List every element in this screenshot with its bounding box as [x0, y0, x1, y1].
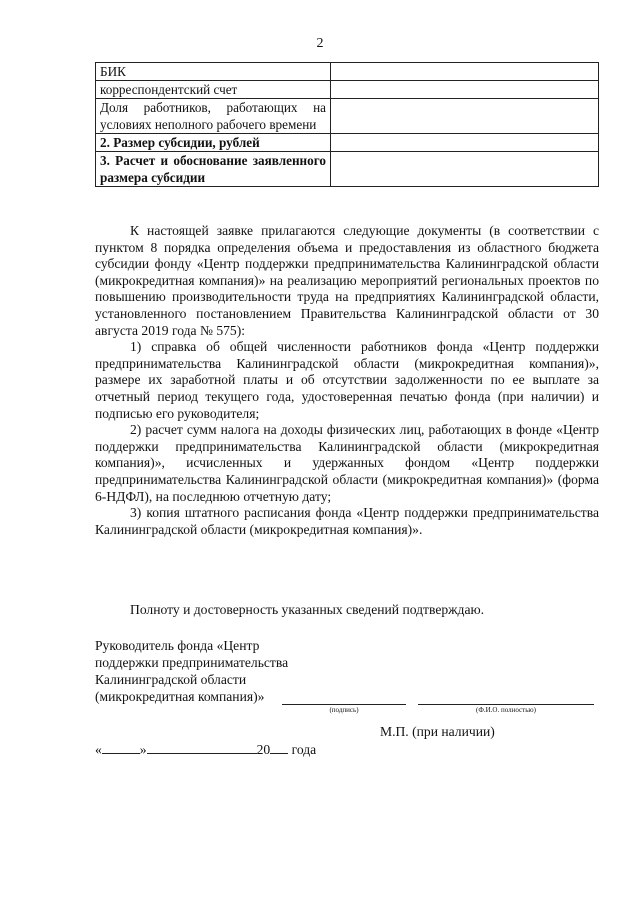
year-prefix: 20: [256, 742, 271, 757]
table-row: [96, 81, 599, 99]
attachment-item-2: 2) расчет сумм налога на доходы физических лиц, работающих в фонде «Центр поддержки предпринимательства Калининградской области (микрокредитная компания)», исчисленных и удержанных фондом «Центр поддержки предпринимательства Калининградской области (микрокредитная компания)» (форма 6-НДФЛ), на последнюю отчетную дату;: [95, 422, 599, 504]
fio-line[interactable]: [418, 704, 594, 705]
signatory-line-1: Руководитель фонда «Центр: [95, 638, 260, 653]
signatory-line-4: (микрокредитная компания)»: [95, 689, 265, 704]
attachments-text: [95, 223, 599, 538]
date-open-quote: «: [95, 742, 102, 757]
table-row: [96, 134, 599, 152]
confirmation-text: Полноту и достоверность указанных сведений подтверждаю.: [130, 602, 485, 617]
requisites-table: [95, 62, 599, 187]
row-value[interactable]: [331, 81, 599, 99]
row-label: 2. Размер субсидии, рублей: [96, 134, 331, 152]
table-row: [96, 99, 599, 134]
year-field[interactable]: [270, 741, 288, 754]
row-value[interactable]: [331, 99, 599, 134]
fio-caption: (Ф.И.О. полностью): [476, 706, 536, 714]
day-field[interactable]: [102, 741, 140, 754]
page-number: 2: [316, 36, 324, 51]
row-label: 3. Расчет и обоснование заявленного размера субсидии: [100, 153, 326, 185]
row-label: Доля работников, работающих на условиях неполного рабочего времени: [100, 100, 326, 132]
attachment-item-3: 3) копия штатного расписания фонда «Центр поддержки предпринимательства Калининградской области (микрокредитная компания)».: [95, 505, 599, 537]
table-row: [96, 152, 599, 187]
date-field: [95, 741, 316, 759]
month-field[interactable]: [147, 741, 257, 754]
row-label: корреспондентский счет: [96, 81, 331, 99]
year-suffix: года: [291, 742, 317, 757]
row-label: БИК: [96, 63, 331, 81]
attachment-item-1: 1) справка об общей численности работников фонда «Центр поддержки предпринимательства Калининградской области (микрокредитная компания)», размере их заработной платы и об отсутствии задолженности по ее выплате за отчетный период текущего года, удостоверенная печатью фонда (при наличии) и подписью его руководителя;: [95, 339, 599, 421]
signature-line[interactable]: [282, 704, 406, 705]
row-value[interactable]: [331, 152, 599, 187]
row-value[interactable]: [331, 134, 599, 152]
table-row: [96, 63, 599, 81]
date-close-quote: »: [139, 742, 147, 757]
row-value[interactable]: [331, 63, 599, 81]
stamp-note: М.П. (при наличии): [380, 724, 495, 739]
signature-caption: (подпись): [329, 706, 359, 714]
signatory-line-3: Калининградской области: [95, 672, 247, 687]
intro-paragraph: К настоящей заявке прилагаются следующие документы (в соответствии с пунктом 8 порядка определения объема и предоставления из областного бюджета субсидии фонду «Центр поддержки предпринимательства Калининградской области (микрокредитная компания)» на реализацию мероприятий региональных проектов по повышению производительности труда на предприятиях Калининградской области, установленного постановлением Правительства Калининградской области от 30 августа 2019 года № 575):: [95, 223, 599, 338]
signatory-line-2: поддержки предпринимательства: [95, 655, 289, 670]
